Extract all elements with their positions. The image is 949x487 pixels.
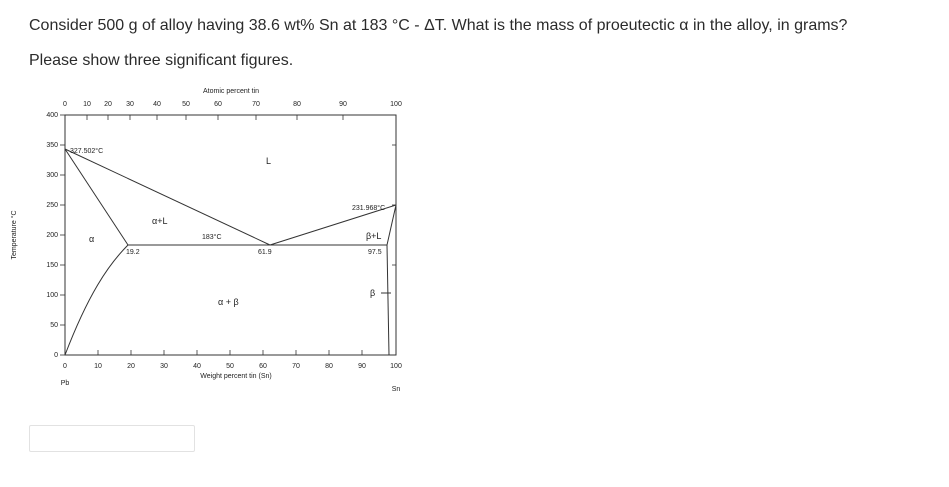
instruction-text: Please show three significant figures. [29, 52, 294, 69]
bottom-tick-90: 90 [358, 363, 366, 370]
top-axis-title: Atomic percent tin [202, 88, 260, 95]
top-tick-50: 50 [182, 101, 190, 108]
left-tick-0: 0 [54, 352, 58, 359]
top-tick-30: 30 [126, 101, 134, 108]
bottom-axis [65, 350, 396, 355]
pb-end-label: Pb [60, 380, 70, 387]
solvus-beta [387, 245, 389, 355]
top-tick-60: 60 [214, 101, 222, 108]
left-tick-100: 100 [46, 292, 58, 299]
sn-melting-label: 231.968°C [352, 205, 386, 212]
bottom-tick-30: 30 [160, 363, 168, 370]
bottom-tick-100: 100 [390, 363, 402, 370]
bottom-tick-40: 40 [193, 363, 201, 370]
beta-limit-label: 97.5 [368, 249, 382, 256]
bottom-tick-60: 60 [259, 363, 267, 370]
solidus-beta [387, 205, 396, 245]
phase-liquid: L [266, 156, 272, 166]
bottom-axis-title: Weight percent tin (Sn) [200, 373, 272, 380]
left-tick-400: 400 [46, 112, 58, 119]
eutectic-temp-label: 183°C [202, 234, 222, 241]
bottom-tick-0: 0 [63, 363, 67, 370]
plot-frame [65, 115, 396, 355]
left-tick-150: 150 [46, 262, 58, 269]
question-text: Consider 500 g of alloy having 38.6 wt% Sn at 183 °C - ΔT. What is the mass of proeutectic α in the alloy, in grams? [29, 17, 848, 34]
top-tick-20: 20 [104, 101, 112, 108]
phase-alpha: α [89, 234, 95, 244]
liquidus-left [65, 149, 270, 245]
phase-alpha-liquid: α+L [152, 216, 168, 226]
left-tick-250: 250 [46, 202, 58, 209]
phase-alpha-beta: α + β [218, 297, 239, 307]
top-tick-0: 0 [63, 101, 67, 108]
alpha-limit-label: 19.2 [126, 249, 140, 256]
bottom-tick-80: 80 [325, 363, 333, 370]
left-tick-200: 200 [46, 232, 58, 239]
top-tick-100: 100 [390, 101, 402, 108]
top-tick-10: 10 [83, 101, 91, 108]
top-tick-80: 80 [293, 101, 301, 108]
solvus-alpha [65, 245, 128, 355]
phase-beta-liquid: β+L [366, 231, 382, 241]
left-tick-350: 350 [46, 142, 58, 149]
phase-beta: β [370, 288, 376, 298]
left-tick-50: 50 [50, 322, 58, 329]
top-tick-40: 40 [153, 101, 161, 108]
top-tick-70: 70 [252, 101, 260, 108]
bottom-tick-20: 20 [127, 363, 135, 370]
sn-end-label: Sn [391, 386, 401, 393]
answer-input[interactable] [29, 425, 195, 452]
eutectic-comp-label: 61.9 [258, 249, 272, 256]
left-axis-title: Temperature °C [11, 210, 18, 260]
bottom-tick-50: 50 [226, 363, 234, 370]
pb-melting-label: 327.502°C [70, 148, 104, 155]
top-axis [65, 115, 396, 120]
left-axis [60, 115, 65, 355]
bottom-tick-70: 70 [292, 363, 300, 370]
top-tick-90: 90 [339, 101, 347, 108]
left-tick-300: 300 [46, 172, 58, 179]
pb-sn-phase-diagram [0, 80, 420, 400]
bottom-tick-10: 10 [94, 363, 102, 370]
